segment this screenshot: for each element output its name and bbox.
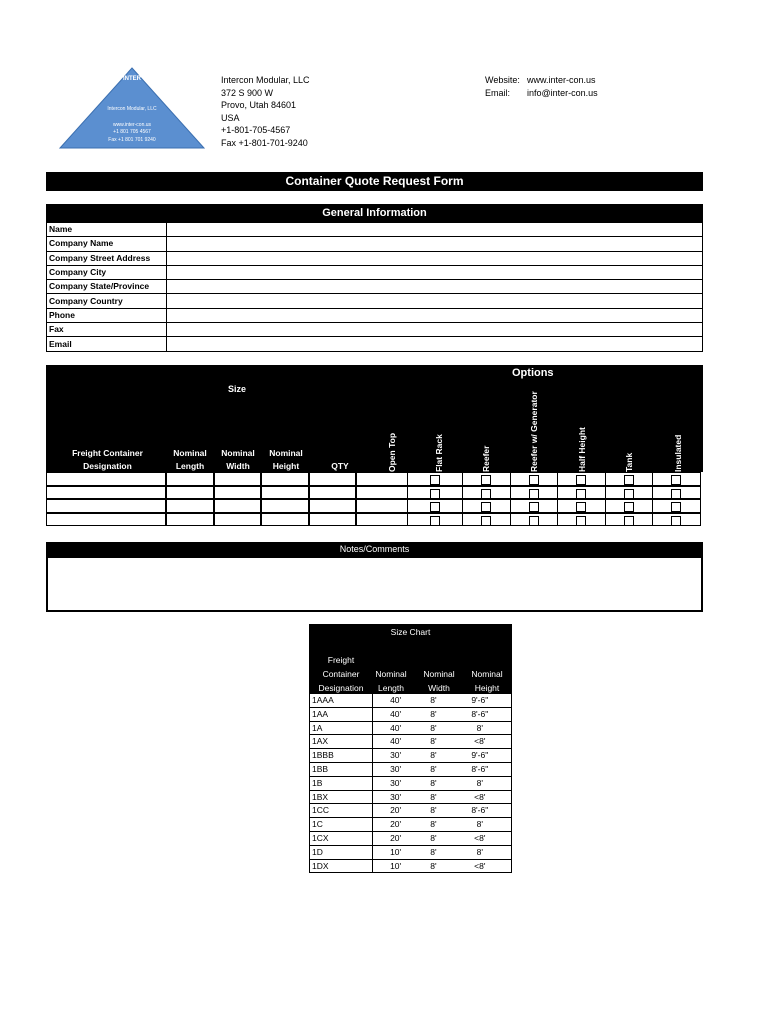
field-label: Fax bbox=[47, 323, 167, 337]
logo-text-3: www.inter-con.us bbox=[112, 122, 152, 128]
field-label: Email bbox=[47, 337, 167, 351]
notes-textarea[interactable] bbox=[46, 556, 703, 612]
dimension-cell: 8'-6" bbox=[449, 762, 512, 776]
field-input[interactable] bbox=[167, 294, 703, 308]
option-header-open-top: Open Top bbox=[387, 432, 397, 472]
checkbox-icon bbox=[671, 516, 681, 526]
option-header-insulated: Insulated bbox=[673, 434, 683, 472]
size-label: Size bbox=[228, 384, 247, 394]
dimension-cell: <8' bbox=[449, 831, 512, 845]
length-header: Nominal Length bbox=[173, 448, 207, 471]
field-label: Company Street Address bbox=[47, 251, 167, 265]
checkbox-icon bbox=[671, 475, 681, 485]
checkbox-icon bbox=[671, 489, 681, 499]
dimension-cell: 8' bbox=[449, 845, 512, 859]
option-checkbox[interactable] bbox=[558, 472, 606, 486]
option-checkbox[interactable] bbox=[558, 499, 606, 513]
dimension-cell: 8' bbox=[418, 859, 448, 873]
option-checkbox[interactable] bbox=[408, 513, 463, 527]
checkbox-icon bbox=[576, 489, 586, 499]
checkbox-icon bbox=[624, 502, 634, 512]
dimension-cell: 8' bbox=[449, 721, 512, 735]
dimension-cell: 8' bbox=[449, 776, 512, 790]
order-cell-input[interactable] bbox=[166, 472, 214, 486]
size-chart-row bbox=[310, 749, 512, 763]
option-checkbox[interactable] bbox=[463, 499, 511, 513]
order-cell-input[interactable] bbox=[214, 513, 261, 527]
option-checkbox[interactable] bbox=[606, 513, 653, 527]
field-input[interactable] bbox=[167, 323, 703, 337]
logo-text-5: Fax +1 801 701 9240 bbox=[108, 137, 156, 143]
logo-text-4: +1 801 705 4567 bbox=[113, 129, 151, 135]
order-cell-input[interactable] bbox=[309, 513, 356, 527]
general-info-row bbox=[47, 251, 703, 265]
order-cell-input[interactable] bbox=[166, 513, 214, 527]
option-checkbox[interactable] bbox=[511, 513, 558, 527]
contact-info bbox=[485, 74, 598, 99]
height-header: Nominal Height bbox=[269, 448, 303, 471]
order-row bbox=[46, 513, 703, 527]
checkbox-icon bbox=[624, 516, 634, 526]
dimension-cell: 40' bbox=[373, 694, 419, 707]
size-chart-row bbox=[310, 707, 512, 721]
designation-cell: 1AAA bbox=[310, 694, 373, 707]
chart-header-width: Nominal Width bbox=[423, 669, 455, 693]
dimension-cell: 30' bbox=[373, 776, 419, 790]
dimension-cell: 9'-6" bbox=[449, 694, 512, 707]
option-checkbox[interactable] bbox=[408, 486, 463, 500]
field-input[interactable] bbox=[167, 251, 703, 265]
dimension-cell: <8' bbox=[449, 859, 512, 873]
size-chart-row bbox=[310, 859, 512, 873]
order-row bbox=[46, 472, 703, 486]
order-cell-input[interactable] bbox=[46, 486, 166, 500]
option-checkbox[interactable] bbox=[408, 472, 463, 486]
dimension-cell: 30' bbox=[373, 790, 419, 804]
option-header-reefer: Reefer bbox=[481, 445, 491, 472]
dimension-cell: 9'-6" bbox=[449, 749, 512, 763]
company-line: 372 S 900 W bbox=[221, 87, 274, 98]
general-info-row bbox=[47, 294, 703, 308]
website-link[interactable]: www.inter-con.us bbox=[527, 75, 596, 85]
order-cell-input[interactable] bbox=[261, 472, 309, 486]
company-address bbox=[221, 74, 310, 149]
designation-cell: 1AX bbox=[310, 735, 373, 749]
company-line: +1-801-705-4567 bbox=[221, 125, 291, 135]
order-cell-input[interactable] bbox=[166, 486, 214, 500]
chart-header-designation: Freight Container Designation bbox=[318, 655, 364, 693]
email-link[interactable]: info@inter-con.us bbox=[527, 87, 598, 98]
option-checkbox[interactable] bbox=[558, 486, 606, 500]
general-info-row bbox=[47, 280, 703, 294]
designation-cell: 1CX bbox=[310, 831, 373, 845]
dimension-cell: 30' bbox=[373, 749, 419, 763]
dimension-cell: 20' bbox=[373, 804, 419, 818]
designation-cell: 1BX bbox=[310, 790, 373, 804]
checkbox-icon bbox=[481, 516, 491, 526]
option-header-flat-rack: Flat Rack bbox=[434, 434, 444, 472]
width-header: Nominal Width bbox=[221, 448, 255, 471]
chart-header-length: Nominal Length bbox=[375, 669, 407, 693]
dimension-cell: <8' bbox=[449, 735, 512, 749]
dimension-cell: 8' bbox=[418, 818, 448, 832]
field-label: Phone bbox=[47, 308, 167, 322]
general-info-row bbox=[47, 223, 703, 237]
option-checkbox[interactable] bbox=[653, 513, 701, 527]
order-row bbox=[46, 499, 703, 513]
qty-input[interactable] bbox=[356, 499, 408, 513]
designation-cell: 1A bbox=[310, 721, 373, 735]
dimension-cell: 8' bbox=[418, 749, 448, 763]
dimension-cell: 8' bbox=[418, 790, 448, 804]
size-chart-row bbox=[310, 804, 512, 818]
dimension-cell: 20' bbox=[373, 818, 419, 832]
email-label: Email: bbox=[485, 87, 511, 98]
designation-cell: 1DX bbox=[310, 859, 373, 873]
notes-title: Notes/Comments bbox=[46, 542, 703, 556]
designation-cell: 1BB bbox=[310, 762, 373, 776]
order-cell-input[interactable] bbox=[309, 499, 356, 513]
designation-cell: 1D bbox=[310, 845, 373, 859]
logo-text-2: Intercon Modular, LLC bbox=[107, 106, 157, 112]
qty-input[interactable] bbox=[356, 486, 408, 500]
checkbox-icon bbox=[481, 502, 491, 512]
size-chart bbox=[309, 624, 512, 873]
general-info-title: General Information bbox=[46, 204, 703, 222]
general-info-row bbox=[47, 323, 703, 337]
dimension-cell: 8' bbox=[418, 762, 448, 776]
option-checkbox[interactable] bbox=[511, 486, 558, 500]
company-line: Fax +1-801-701-9240 bbox=[221, 137, 308, 148]
dimension-cell: 8'-6" bbox=[449, 804, 512, 818]
designation-cell: 1C bbox=[310, 818, 373, 832]
field-input[interactable] bbox=[167, 280, 703, 294]
option-checkbox[interactable] bbox=[558, 513, 606, 527]
checkbox-icon bbox=[529, 475, 539, 485]
company-logo bbox=[58, 66, 206, 150]
dimension-cell: 20' bbox=[373, 831, 419, 845]
order-cell-input[interactable] bbox=[261, 499, 309, 513]
checkbox-icon bbox=[481, 489, 491, 499]
option-header-tank: Tank bbox=[624, 452, 634, 472]
size-chart-header bbox=[309, 624, 512, 694]
field-label: Company State/Province bbox=[47, 280, 167, 294]
option-header-reefer-generator: Reefer w/ Generator bbox=[529, 391, 539, 472]
dimension-cell: 10' bbox=[373, 859, 419, 873]
option-checkbox[interactable] bbox=[463, 513, 511, 527]
size-chart-title: Size Chart bbox=[390, 627, 431, 637]
order-cell-input[interactable] bbox=[46, 499, 166, 513]
checkbox-icon bbox=[430, 516, 440, 526]
field-input[interactable] bbox=[167, 337, 703, 351]
field-label: Company Name bbox=[47, 237, 167, 251]
option-checkbox[interactable] bbox=[606, 472, 653, 486]
dimension-cell: 40' bbox=[373, 735, 419, 749]
checkbox-icon bbox=[481, 475, 491, 485]
dimension-cell: 8' bbox=[418, 776, 448, 790]
order-cell-input[interactable] bbox=[46, 513, 166, 527]
dimension-cell: 8' bbox=[418, 707, 448, 721]
size-chart-row bbox=[310, 694, 512, 707]
field-label: Company City bbox=[47, 265, 167, 279]
checkbox-icon bbox=[529, 502, 539, 512]
option-checkbox[interactable] bbox=[511, 472, 558, 486]
order-cell-input[interactable] bbox=[214, 486, 261, 500]
dimension-cell: 8' bbox=[418, 845, 448, 859]
designation-cell: 1BBB bbox=[310, 749, 373, 763]
option-checkbox[interactable] bbox=[463, 486, 511, 500]
order-cell-input[interactable] bbox=[261, 513, 309, 527]
dimension-cell: 8' bbox=[418, 804, 448, 818]
order-cell-input[interactable] bbox=[309, 472, 356, 486]
checkbox-icon bbox=[430, 502, 440, 512]
dimension-cell: 8' bbox=[418, 831, 448, 845]
designation-cell: 1CC bbox=[310, 804, 373, 818]
order-row bbox=[46, 486, 703, 500]
size-chart-row bbox=[310, 845, 512, 859]
designation-cell: 1B bbox=[310, 776, 373, 790]
size-chart-row bbox=[310, 735, 512, 749]
option-checkbox[interactable] bbox=[653, 499, 701, 513]
field-label: Company Country bbox=[47, 294, 167, 308]
general-info-row bbox=[47, 337, 703, 351]
checkbox-icon bbox=[430, 475, 440, 485]
qty-input[interactable] bbox=[356, 513, 408, 527]
order-rows bbox=[46, 472, 703, 528]
general-info-row bbox=[47, 265, 703, 279]
size-chart-row bbox=[310, 818, 512, 832]
checkbox-icon bbox=[624, 489, 634, 499]
checkbox-icon bbox=[529, 489, 539, 499]
general-info-row bbox=[47, 237, 703, 251]
logo-text-1: INTER bbox=[123, 76, 141, 82]
size-chart-table bbox=[309, 694, 512, 873]
order-cell-input[interactable] bbox=[214, 472, 261, 486]
company-line: Intercon Modular, LLC bbox=[221, 75, 310, 85]
chart-header-height: Nominal Height bbox=[471, 669, 503, 693]
designation-header: Freight Container Designation bbox=[72, 448, 143, 471]
dimension-cell: 40' bbox=[373, 721, 419, 735]
option-checkbox[interactable] bbox=[408, 499, 463, 513]
field-input[interactable] bbox=[167, 265, 703, 279]
size-chart-row bbox=[310, 776, 512, 790]
option-checkbox[interactable] bbox=[463, 472, 511, 486]
dimension-cell: 8' bbox=[449, 818, 512, 832]
checkbox-icon bbox=[624, 475, 634, 485]
order-cell-input[interactable] bbox=[309, 486, 356, 500]
size-chart-row bbox=[310, 721, 512, 735]
qty-header: QTY bbox=[331, 461, 349, 471]
company-line: USA bbox=[221, 112, 240, 123]
option-checkbox[interactable] bbox=[653, 486, 701, 500]
dimension-cell: 8'-6" bbox=[449, 707, 512, 721]
company-line: Provo, Utah 84601 bbox=[221, 100, 297, 110]
order-cell-input[interactable] bbox=[166, 499, 214, 513]
designation-cell: 1AA bbox=[310, 707, 373, 721]
options-label: Options bbox=[512, 367, 554, 379]
dimension-cell: <8' bbox=[449, 790, 512, 804]
option-checkbox[interactable] bbox=[653, 472, 701, 486]
size-chart-row bbox=[310, 790, 512, 804]
dimension-cell: 8' bbox=[418, 694, 448, 707]
dimension-cell: 8' bbox=[418, 735, 448, 749]
option-checkbox[interactable] bbox=[511, 499, 558, 513]
size-chart-row bbox=[310, 831, 512, 845]
dimension-cell: 40' bbox=[373, 707, 419, 721]
field-input[interactable] bbox=[167, 223, 703, 237]
size-chart-row bbox=[310, 762, 512, 776]
qty-input[interactable] bbox=[356, 472, 408, 486]
website-label: Website: bbox=[485, 75, 520, 85]
field-input[interactable] bbox=[167, 237, 703, 251]
order-cell-input[interactable] bbox=[46, 472, 166, 486]
form-title: Container Quote Request Form bbox=[46, 172, 703, 191]
checkbox-icon bbox=[430, 489, 440, 499]
option-header-half-height: Half Height bbox=[577, 427, 587, 472]
general-info-table bbox=[46, 222, 703, 352]
order-cell-input[interactable] bbox=[214, 499, 261, 513]
checkbox-icon bbox=[576, 475, 586, 485]
dimension-cell: 8' bbox=[418, 721, 448, 735]
checkbox-icon bbox=[529, 516, 539, 526]
field-label: Name bbox=[47, 223, 167, 237]
option-checkbox[interactable] bbox=[606, 499, 653, 513]
option-checkbox[interactable] bbox=[606, 486, 653, 500]
checkbox-icon bbox=[671, 502, 681, 512]
dimension-cell: 30' bbox=[373, 762, 419, 776]
checkbox-icon bbox=[576, 516, 586, 526]
order-cell-input[interactable] bbox=[261, 486, 309, 500]
checkbox-icon bbox=[576, 502, 586, 512]
dimension-cell: 10' bbox=[373, 845, 419, 859]
field-input[interactable] bbox=[167, 308, 703, 322]
general-info-row bbox=[47, 308, 703, 322]
